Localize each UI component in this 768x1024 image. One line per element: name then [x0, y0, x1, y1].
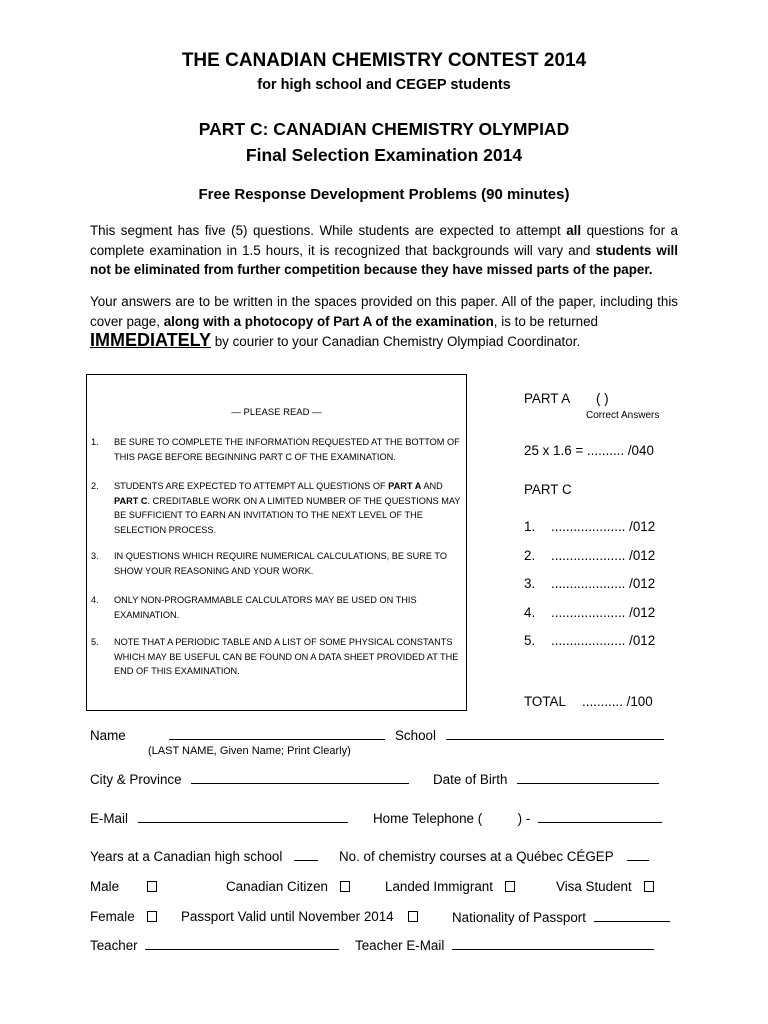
name-field[interactable] [90, 727, 385, 743]
home-phone-field[interactable] [373, 810, 662, 826]
email-line[interactable] [138, 810, 348, 823]
city-field[interactable] [90, 771, 409, 787]
contest-title: THE CANADIAN CHEMISTRY CONTEST 2014 [181, 50, 587, 71]
teacher-email-label: Teacher E-Mail [355, 938, 445, 953]
home-phone-separator: ) - [517, 811, 531, 826]
school-line[interactable] [446, 727, 664, 740]
please-read-box [86, 374, 467, 711]
female-label: Female [90, 909, 135, 924]
score-q5-num: 5. [524, 633, 536, 648]
teacher-email-line[interactable] [452, 937, 654, 950]
school-field[interactable] [395, 727, 664, 743]
email-field[interactable] [90, 810, 348, 826]
teacher-field[interactable] [90, 937, 339, 953]
female-checkbox[interactable] [147, 911, 157, 922]
passport-label: Passport Valid until November 2014 [181, 909, 394, 924]
immigrant-checkbox[interactable] [505, 881, 515, 892]
visa-label: Visa Student [556, 879, 632, 894]
score-q1-num: 1. [524, 519, 536, 534]
rule-4: 4. ONLY NON-PROGRAMMABLE CALCULATORS MAY BE USED ON THIS EXAMINATION. [91, 595, 417, 620]
passport-option[interactable] [181, 909, 418, 924]
exam-title: Final Selection Examination 2014 [245, 145, 523, 165]
contest-subtitle: for high school and CEGEP students [257, 77, 511, 93]
nationality-line[interactable] [594, 909, 670, 922]
home-phone-line[interactable] [538, 810, 662, 823]
rule-3: 3. IN QUESTIONS WHICH REQUIRE NUMERICAL CALCULATIONS, BE SURE TO SHOW YOUR REASONING AND YOUR WORK. [91, 551, 448, 576]
immediately-emphasis: IMMEDIATELY [90, 330, 212, 350]
score-q3-num: 3. [524, 576, 536, 591]
female-option[interactable] [90, 909, 157, 924]
rule-1: 1. BE SURE TO COMPLETE THE INFORMATION REQUESTED AT THE BOTTOM OF THIS PAGE BEFORE BEGINNING PART C OF THE EXAMINATION. [91, 437, 460, 462]
nationality-label: Nationality of Passport [452, 910, 586, 925]
part-a-paren: ( ) [596, 391, 609, 406]
please-read-heading: — PLEASE READ — [231, 407, 322, 418]
intro-paragraph-1: This segment has five (5) questions. While students are expected to attempt all questions for a complete examination in 1.5 hours, it is recognized that backgrounds will vary and students will not be eliminated from further competition because they have missed parts of the paper. [90, 223, 679, 277]
teacher-label: Teacher [90, 938, 138, 953]
visa-checkbox[interactable] [644, 881, 654, 892]
years-line[interactable] [294, 848, 318, 861]
immigrant-label: Landed Immigrant [385, 879, 493, 894]
dob-line[interactable] [517, 771, 659, 784]
dob-field[interactable] [433, 771, 659, 787]
name-label: Name [90, 728, 126, 743]
score-q2-num: 2. [524, 548, 536, 563]
score-q1-value: .................... /012 [551, 519, 656, 534]
male-checkbox[interactable] [147, 881, 157, 892]
courses-field[interactable] [339, 848, 649, 864]
male-label: Male [90, 879, 120, 894]
nationality-field[interactable] [452, 909, 670, 925]
years-label: Years at a Canadian high school [90, 849, 283, 864]
city-label: City & Province [90, 772, 182, 787]
rule-5: 5. NOTE THAT A PERIODIC TABLE AND A LIST OF SOME PHYSICAL CONSTANTS WHICH MAY BE USEFUL CAN BE FOUND ON A DATA SHEET PROVIDED AT THE END OF THIS EXAMINATION. [91, 637, 459, 676]
part-title: PART C: CANADIAN CHEMISTRY OLYMPIAD [198, 119, 570, 139]
passport-checkbox[interactable] [408, 911, 418, 922]
score-q5-value: .................... /012 [551, 633, 656, 648]
teacher-email-field[interactable] [355, 937, 654, 953]
years-field[interactable] [90, 848, 318, 864]
courses-label: No. of chemistry courses at a Québec CÉGEP [339, 849, 614, 864]
citizen-checkbox[interactable] [340, 881, 350, 892]
part-a-calculation: 25 x 1.6 = .......... /040 [524, 443, 654, 458]
score-q3-value: .................... /012 [551, 576, 656, 591]
intro-paragraph-2: Your answers are to be written in the spaces provided on this paper. All of the paper, including this cover page, along with a photocopy of Part A of the examination, is to be returned IMMEDIATELY by courier to your Canadian Chemistry Olympiad Coordinator. [90, 294, 678, 350]
name-caption: (LAST NAME, Given Name; Print Clearly) [148, 745, 351, 757]
correct-answers-caption: Correct Answers [586, 410, 660, 421]
name-line[interactable] [169, 727, 385, 740]
score-q4-num: 4. [524, 605, 536, 620]
immigrant-option[interactable] [385, 879, 515, 894]
score-q2-value: .................... /012 [551, 548, 656, 563]
part-a-label: PART A [524, 391, 571, 406]
rule-2: 2. STUDENTS ARE EXPECTED TO ATTEMPT ALL QUESTIONS OF PART A AND PART C. CREDITABLE WORK ON A LIMITED NUMBER OF THE QUESTIONS MAY BE SUFFICIENT TO EARN AN INVITATION TO THE NEXT LEVEL OF THE SELECTION PROCESS. [91, 481, 461, 535]
courses-line[interactable] [627, 848, 649, 861]
city-line[interactable] [191, 771, 409, 784]
total-label: TOTAL [524, 694, 566, 709]
citizen-label: Canadian Citizen [226, 879, 328, 894]
home-phone-label: Home Telephone ( [373, 811, 483, 826]
section-title: Free Response Development Problems (90 minutes) [198, 186, 570, 203]
teacher-line[interactable] [145, 937, 339, 950]
male-option[interactable] [90, 879, 157, 894]
citizen-option[interactable] [226, 879, 350, 894]
school-label: School [395, 728, 436, 743]
dob-label: Date of Birth [433, 772, 508, 787]
visa-option[interactable] [556, 879, 654, 894]
part-c-label: PART C [524, 482, 572, 497]
total-value: ........... /100 [582, 694, 653, 709]
score-q4-value: .................... /012 [551, 605, 656, 620]
email-label: E-Mail [90, 811, 128, 826]
